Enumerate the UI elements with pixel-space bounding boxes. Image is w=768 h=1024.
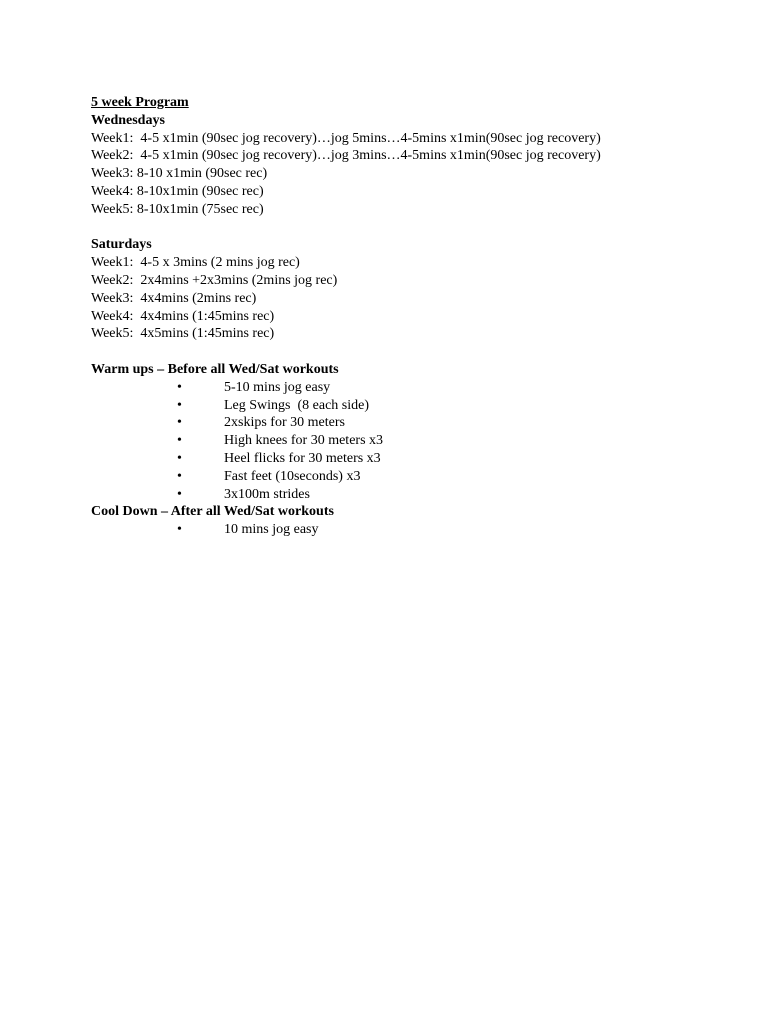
warmups-heading: Warm ups – Before all Wed/Sat workouts [91, 361, 339, 377]
saturdays-week4: Week4: 4x4mins (1:45mins rec) [91, 308, 275, 324]
warmup-item-text: 2xskips for 30 meters [224, 415, 345, 431]
cooldown-item-text: 10 mins jog easy [224, 522, 319, 538]
bullet-icon: • [177, 379, 182, 395]
warmup-item-text: 3x100m strides [224, 486, 310, 502]
warmup-item [91, 432, 751, 450]
warmup-item [91, 397, 751, 415]
wednesdays-heading: Wednesdays [91, 112, 165, 128]
spacer [91, 219, 751, 237]
warmup-item [91, 486, 751, 504]
warmup-item [91, 414, 751, 432]
saturdays-week1: Week1: 4-5 x 3mins (2 mins jog rec) [91, 255, 300, 271]
spacer [91, 343, 751, 361]
warmup-item-text: Fast feet (10seconds) x3 [224, 468, 361, 484]
saturdays-week5: Week5: 4x5mins (1:45mins rec) [91, 326, 275, 342]
warmup-item-text: High knees for 30 meters x3 [224, 433, 384, 449]
warmup-item [91, 450, 751, 468]
cooldown-item [91, 521, 751, 539]
bullet-icon: • [177, 522, 182, 538]
wednesdays-week3: Week3: 8-10 x1min (90sec rec) [91, 166, 268, 182]
wednesdays-week4: Week4: 8-10x1min (90sec rec) [91, 183, 264, 199]
bullet-icon: • [177, 397, 182, 413]
bullet-icon: • [177, 468, 182, 484]
wednesdays-week1: Week1: 4-5 x1min (90sec jog recovery)…jog 5mins…4-5mins x1min(90sec jog recovery) [91, 130, 601, 146]
bullet-icon: • [177, 415, 182, 431]
bullet-icon: • [177, 433, 182, 449]
wednesdays-week2: Week2: 4-5 x1min (90sec jog recovery)…jog 3mins…4-5mins x1min(90sec jog recovery) [91, 148, 601, 164]
warmup-item [91, 468, 751, 486]
saturdays-week3: Week3: 4x4mins (2mins rec) [91, 290, 257, 306]
saturdays-week2: Week2: 2x4mins +2x3mins (2mins jog rec) [91, 272, 338, 288]
document-page [91, 94, 751, 539]
bullet-icon: • [177, 486, 182, 502]
bullet-icon: • [177, 450, 182, 466]
warmup-item [91, 379, 751, 397]
saturdays-heading: Saturdays [91, 237, 152, 253]
warmup-item-text: Heel flicks for 30 meters x3 [224, 450, 381, 466]
warmup-item-text: 5-10 mins jog easy [224, 379, 331, 395]
document-title: 5 week Program [91, 95, 189, 110]
wednesdays-week5: Week5: 8-10x1min (75sec rec) [91, 201, 264, 217]
cooldown-heading: Cool Down – After all Wed/Sat workouts [91, 504, 334, 520]
warmup-item-text: Leg Swings (8 each side) [224, 397, 370, 413]
